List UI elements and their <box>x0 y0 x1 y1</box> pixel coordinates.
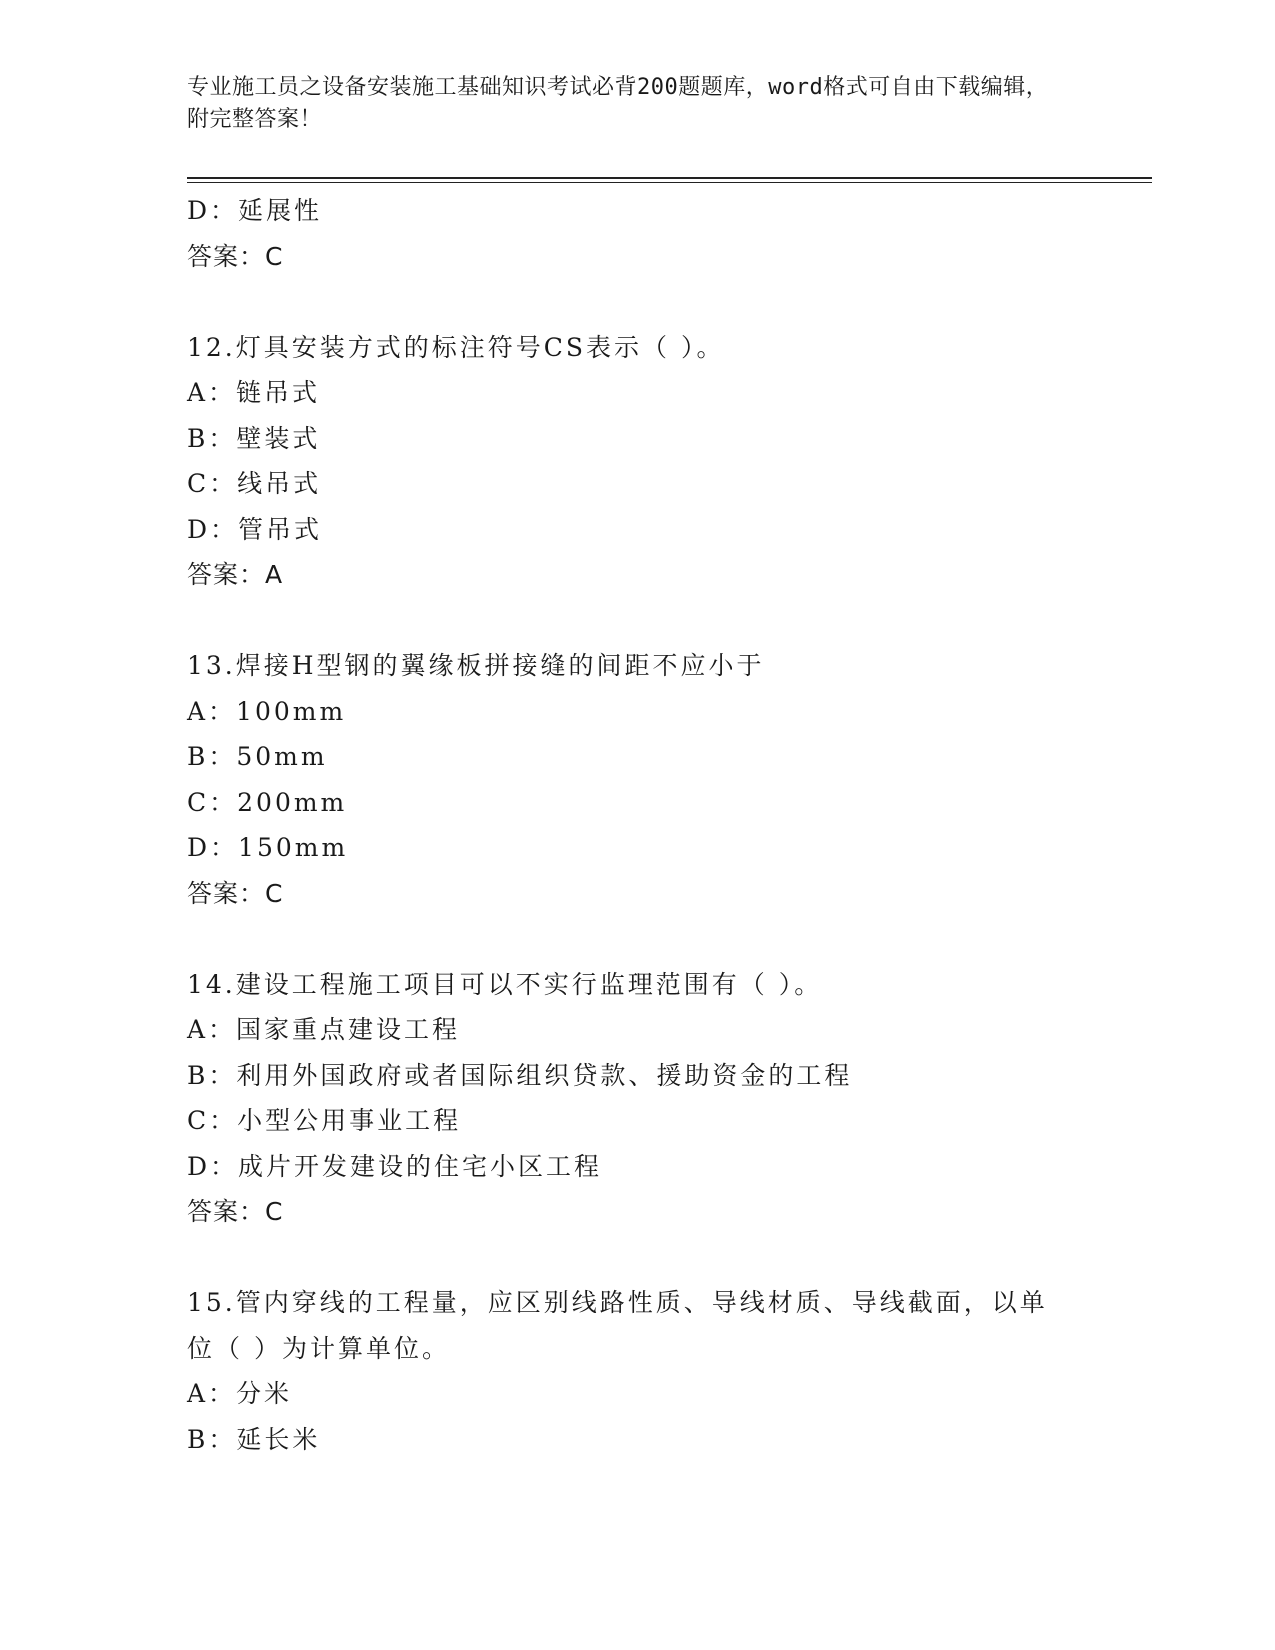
option-d: D：成片开发建设的住宅小区工程 <box>187 1151 603 1181</box>
question-15 <box>187 1280 1087 1462</box>
option-d: D：延展性 <box>187 196 323 225</box>
spacer <box>187 1235 1087 1281</box>
spacer <box>187 279 1087 325</box>
option-b: B：50mm <box>187 742 328 771</box>
option-a: A：分米 <box>187 1379 293 1408</box>
option-b: B：利用外国政府或者国际组织贷款、援助资金的工程 <box>187 1060 853 1090</box>
option-a: A：链吊式 <box>187 378 321 407</box>
document-header <box>187 72 1067 136</box>
answer-line: 答案：C <box>187 878 284 908</box>
option-c: C：200mm <box>187 787 348 817</box>
option-c: C：小型公用事业工程 <box>187 1106 462 1135</box>
option-a: A：100mm <box>187 696 347 726</box>
spacer <box>187 916 1087 962</box>
question-title-line-1: 15.管内穿线的工程量，应区别线路性质、导线材质、导线截面，以单 <box>187 1288 1048 1317</box>
spacer <box>187 598 1087 644</box>
question-title: 14.建设工程施工项目可以不实行监理范围有（ ）。 <box>187 969 823 999</box>
answer-line: 答案：C <box>187 241 284 271</box>
header-rule-thick <box>187 177 1152 179</box>
answer-line: 答案：A <box>187 560 284 589</box>
question-title: 13.焊接H型钢的翼缘板拼接缝的间距不应小于 <box>187 651 765 680</box>
question-13 <box>187 643 1087 916</box>
question-14 <box>187 962 1087 1235</box>
document-body <box>187 188 1087 1462</box>
answer-line: 答案：C <box>187 1197 284 1226</box>
option-d: D：150mm <box>187 833 349 862</box>
question-title: 12.灯具安装方式的标注符号CS表示（ ）。 <box>187 332 725 362</box>
header-rule-thin <box>187 182 1152 183</box>
option-a: A：国家重点建设工程 <box>187 1015 461 1044</box>
question-12 <box>187 325 1087 598</box>
option-b: B：延长米 <box>187 1424 321 1454</box>
question-title-line-2: 位（ ）为计算单位。 <box>187 1333 450 1363</box>
option-c: C：线吊式 <box>187 469 322 498</box>
option-b: B：壁装式 <box>187 423 321 453</box>
option-d: D：管吊式 <box>187 514 323 544</box>
header-title: 专业施工员之设备安装施工基础知识考试必背200题题库，word格式可自由下载编辑，附完整答案！ <box>187 75 1049 132</box>
